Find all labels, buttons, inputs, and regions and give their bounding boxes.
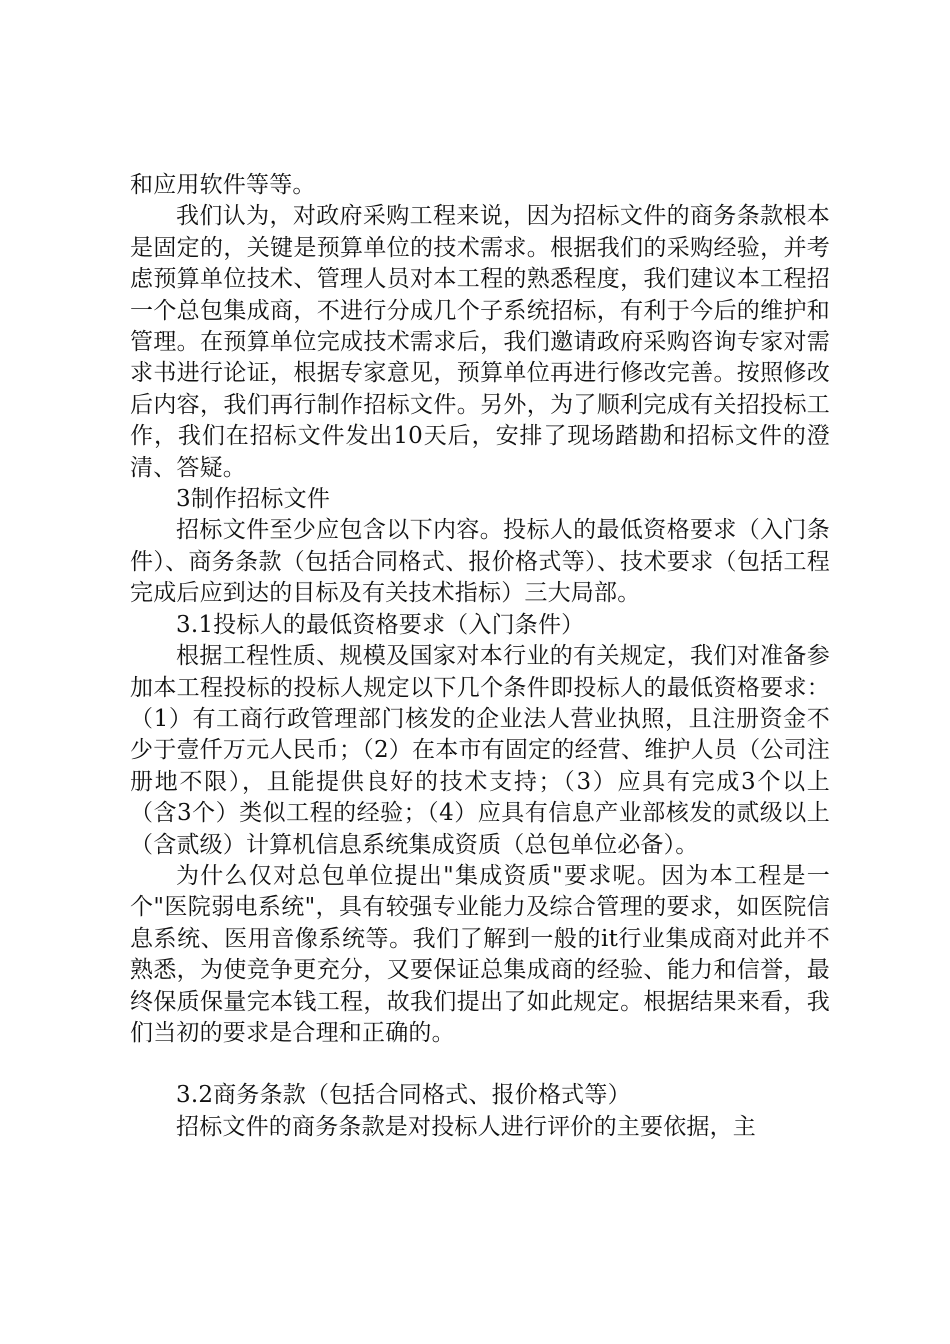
heading-section-3: 3制作招标文件 bbox=[176, 486, 331, 513]
paragraph-continuation: 和应用软件等等。 bbox=[130, 172, 316, 198]
heading-section-3-1: 3.1投标人的最低资格要求（入门条件） bbox=[176, 611, 585, 638]
paragraph-qualification-requirements: 根据工程性质、规模及国家对本行业的有关规定，我们对准备参加本工程投标的投标人规定以下几个条件即投标人的最低资格要求：（1）有工商行政管理部门核发的企业法人营业执照，且注册资金不少于壹仟万元人民币；（2）在本市有固定的经营、维护人员（公司注册地不限），且能提供良好的技术支持；（3）应具有完成3个以上（含3个）类似工程的经验；（4）应具有信息产业部核发的贰级以上（含贰级）计算机信息系统集成资质（总包单位必备）。 bbox=[130, 643, 830, 858]
paragraph-tender-contents: 招标文件至少应包含以下内容。投标人的最低资格要求（入门条件）、商务条款（包括合同格式、报价格式等）、技术要求（包括工程完成后应到达的目标及有关技术指标）三大局部。 bbox=[130, 517, 830, 607]
heading-section-3-2: 3.2商务条款（包括合同格式、报价格式等） bbox=[176, 1082, 631, 1109]
paragraph-procurement-view: 我们认为，对政府采购工程来说，因为招标文件的商务条款根本是固定的，关键是预算单位的技术需求。根据我们的采购经验，并考虑预算单位技术、管理人员对本工程的熟悉程度，我们建议本工程招一个总包集成商，不进行分成几个子系统招标，有利于今后的维护和管理。在预算单位完成技术需求后，我们邀请政府采购咨询专家对需求书进行论证，根据专家意见，预算单位再进行修改完善。按照修改后内容，我们再行制作招标文件。另外，为了顺利完成有关招投标工作，我们在招标文件发出10天后，安排了现场踏勘和招标文件的澄清、答疑。 bbox=[130, 203, 830, 481]
paragraph-commercial-terms: 招标文件的商务条款是对投标人进行评价的主要依据，主 bbox=[176, 1113, 756, 1140]
paragraph-integration-rationale: 为什么仅对总包单位提出"集成资质"要求呢。因为本工程是一个"医院弱电系统"，具有较强专业能力及综合管理的要求，如医院信息系统、医用音像系统等。我们了解到一般的it行业集成商对此并不熟悉，为使竞争更充分，又要保证总集成商的经验、能力和信誉，最终保质保量完本钱工程，故我们提出了如此规定。根据结果来看，我们当初的要求是合理和正确的。 bbox=[130, 862, 830, 1046]
body-text bbox=[130, 170, 830, 1143]
